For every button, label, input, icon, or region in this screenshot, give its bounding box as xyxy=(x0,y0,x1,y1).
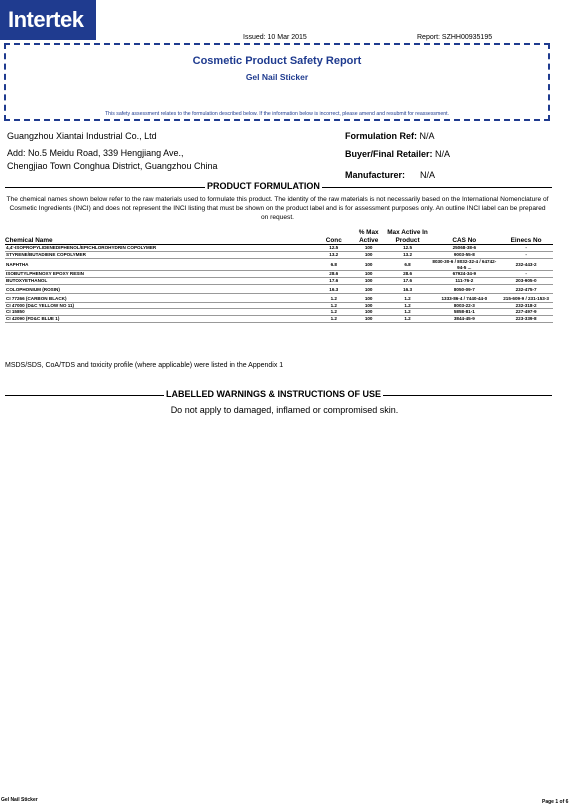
table-cell: 1.2 xyxy=(316,296,352,302)
table-cell: 13.2 xyxy=(316,251,352,258)
assessment-note: This safety assessment relates to the formulation described below. If the information below is incorrect, please amend and resubmit for reassessment. xyxy=(105,111,449,117)
table-cell: 17.6 xyxy=(316,278,352,285)
table-row xyxy=(5,316,553,323)
table-cell: 1333-86-4 / 7440-44-0 xyxy=(429,296,499,302)
manufacturer xyxy=(345,170,435,180)
column-max-active: % Max Active xyxy=(352,229,386,245)
table-cell: 8003-22-3 xyxy=(429,302,499,309)
table-cell: 4,4'-ISOPROPYLIDENEDIPHENOL/EPICHLOROHYDRIN COPOLYMER xyxy=(5,245,316,252)
table-row xyxy=(5,245,553,252)
table-cell: 9003-55-8 xyxy=(429,251,499,258)
table-cell: 13.2 xyxy=(386,251,430,258)
table-cell: 1.2 xyxy=(386,316,430,323)
table-row xyxy=(5,302,553,309)
table-cell: 232-443-2 xyxy=(499,258,553,271)
table-cell: 100 xyxy=(352,309,386,316)
intertek-logo: Intertek xyxy=(0,0,96,40)
table-cell: 1.2 xyxy=(316,309,352,316)
table-cell: 12.5 xyxy=(386,245,430,252)
formulation-ref xyxy=(345,131,435,141)
table-cell: 6.8 xyxy=(316,258,352,271)
column-cas-no: CAS No xyxy=(429,229,499,245)
table-cell: 100 xyxy=(352,287,386,293)
table-cell: 25068-38-6 xyxy=(429,245,499,252)
column-conc: Conc xyxy=(316,229,352,245)
table-cell: 17.6 xyxy=(386,278,430,285)
table-cell: ISOBUTYLPHENOXY EPOXY RESIN xyxy=(5,271,316,278)
table-cell: 12.5 xyxy=(316,245,352,252)
msds-note: MSDS/SDS, CoA/TDS and toxicity profile (where applicable) were listed in the Appendix 1 xyxy=(5,362,284,369)
report-number: Report: SZHH00935195 xyxy=(417,34,493,41)
table-cell: 6.8 xyxy=(386,258,430,271)
manufacturer-label: Manufacturer: xyxy=(345,170,406,180)
report-title: Cosmetic Product Safety Report xyxy=(192,55,362,67)
company-address-line2: Chengjiao Town Conghua District, Guangzhou China xyxy=(7,161,218,171)
table-cell: 100 xyxy=(352,258,386,271)
warnings-section-title: LABELLED WARNINGS & INSTRUCTIONS OF USE xyxy=(166,389,382,399)
report-title-banner xyxy=(4,43,550,121)
table-cell: 215-609-9 / 231-153-3 xyxy=(499,296,553,302)
table-cell: 100 xyxy=(352,271,386,278)
table-cell: 1.2 xyxy=(386,309,430,316)
formulation-ref-value: N/A xyxy=(419,131,435,141)
table-cell: 100 xyxy=(352,251,386,258)
table-cell: 16.3 xyxy=(316,287,352,293)
table-cell: 100 xyxy=(352,296,386,302)
table-cell: 1.2 xyxy=(316,316,352,323)
table-cell: CI 77266 (CARBON BLACK) xyxy=(5,296,316,302)
table-cell: 100 xyxy=(352,245,386,252)
table-cell: 223-339-8 xyxy=(499,316,553,323)
formulation-paragraph: The chemical names shown below refer to the raw materials used to formulate this product. The identity of the raw materials is not necessarily based on the International Nomenclature of Cosmetic Ingredients (INCI) and does not represent the INCI listing that must be shown on the product label and is for assessment purposes only. An outline INCI label can be prepared on request. xyxy=(6,196,549,221)
table-cell: 203-905-0 xyxy=(499,278,553,285)
table-header-row xyxy=(5,229,553,245)
table-cell: 1.2 xyxy=(386,296,430,302)
table-cell: NAPHTHA xyxy=(5,258,316,271)
formulation-ref-label: Formulation Ref: xyxy=(345,131,417,141)
table-cell: 232-475-7 xyxy=(499,287,553,293)
table-row xyxy=(5,271,553,278)
footer-product-name: Gel Nail Sticker xyxy=(1,797,38,803)
table-cell: 3844-45-9 xyxy=(429,316,499,323)
formulation-section-title: PRODUCT FORMULATION xyxy=(207,181,320,191)
company-address-line1: Add: No.5 Meidu Road, 339 Hengjiang Ave., xyxy=(7,148,184,158)
manufacturer-value: N/A xyxy=(420,170,436,180)
table-cell: STYRENE/BUTADIENE COPOLYMER xyxy=(5,251,316,258)
formulation-table-body xyxy=(5,245,553,323)
table-cell: 100 xyxy=(352,316,386,323)
table-row xyxy=(5,309,553,316)
table-cell: 1.2 xyxy=(316,302,352,309)
table-row xyxy=(5,258,553,271)
table-row xyxy=(5,278,553,285)
table-cell: 28.6 xyxy=(316,271,352,278)
table-cell: 16.3 xyxy=(386,287,430,293)
column-einecs-no: Einecs No xyxy=(499,229,553,245)
table-cell: - xyxy=(499,245,553,252)
table-cell: 1.2 xyxy=(386,302,430,309)
table-cell: 100 xyxy=(352,278,386,285)
buyer-retailer xyxy=(345,149,450,159)
table-cell: - xyxy=(499,271,553,278)
buyer-retailer-value: N/A xyxy=(435,149,451,159)
table-cell: 5858-81-1 xyxy=(429,309,499,316)
table-cell: 8030-30-6 / 8032-32-4 / 64742-94-5 ... xyxy=(429,258,499,271)
table-cell: - xyxy=(499,251,553,258)
table-cell: 100 xyxy=(352,302,386,309)
table-cell: 232-318-2 xyxy=(499,302,553,309)
table-cell: 67924-34-9 xyxy=(429,271,499,278)
table-cell: CI 15850 xyxy=(5,309,316,316)
table-cell: 111-76-2 xyxy=(429,278,499,285)
table-row xyxy=(5,251,553,258)
formulation-table xyxy=(5,229,553,323)
table-cell: CI 42090 (FD&C BLUE 1) xyxy=(5,316,316,323)
table-cell: 8050-09-7 xyxy=(429,287,499,293)
warning-text: Do not apply to damaged, inflamed or compromised skin. xyxy=(170,405,399,415)
table-cell: BUTOXYETHANOL xyxy=(5,278,316,285)
column-max-active-in-product: Max Active In Product xyxy=(387,229,428,244)
company-name: Guangzhou Xiantai Industrial Co., Ltd xyxy=(7,131,157,141)
table-cell: COLOPHONIUM (ROSIN) xyxy=(5,287,316,293)
table-cell: 227-497-9 xyxy=(499,309,553,316)
column-chemical-name: Chemical Name xyxy=(5,229,316,245)
table-cell: 28.6 xyxy=(386,271,430,278)
table-cell: CI 47000 (D&C YELLOW NO 11) xyxy=(5,302,316,309)
footer-page-number: Page 1 of 6 xyxy=(542,799,569,805)
product-name: Gel Nail Sticker xyxy=(245,72,309,82)
buyer-retailer-label: Buyer/Final Retailer: xyxy=(345,149,433,159)
issued-date: Issued: 10 Mar 2015 xyxy=(243,34,307,41)
